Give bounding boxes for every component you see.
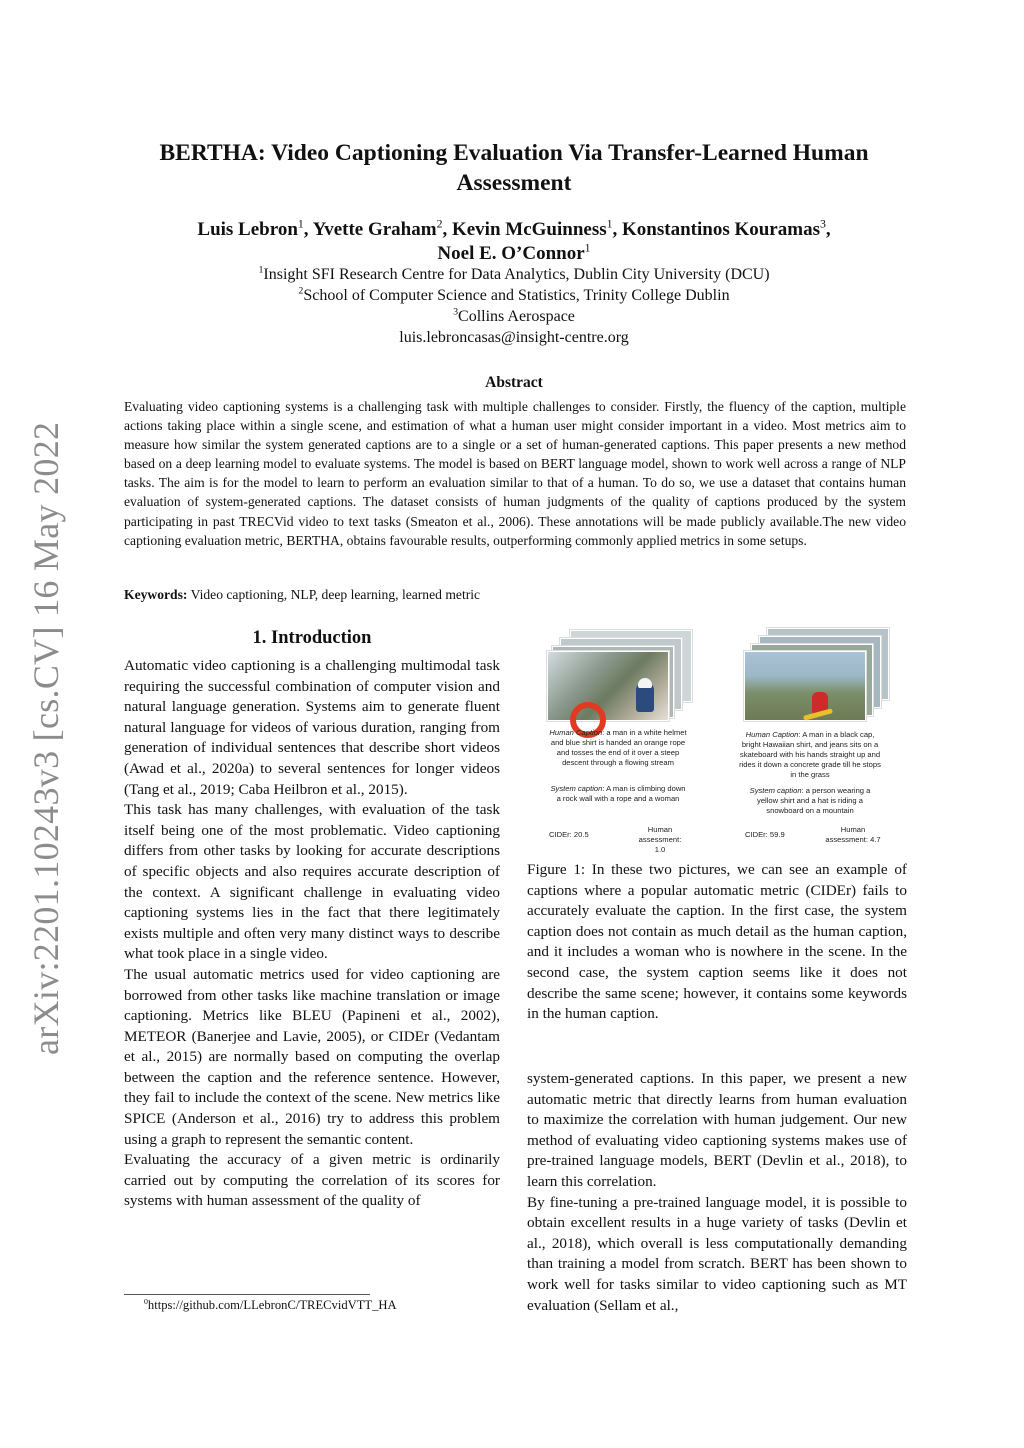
helmet-shape xyxy=(638,678,652,688)
figure-1 xyxy=(527,626,907,854)
author-list: Luis Lebron$^1$, Yvette Graham$^2$, Kevin McGuinness$^1$, Konstantinos Kouramas$^3$, Noel E. O’Connor$^1$ xyxy=(197,217,831,264)
intro-paragraph-1: Automatic video captioning is a challenging multimodal task requiring the successful combination of computer vision and natural language generation. Systems aim to generate fluent natural language for videos of various duration, ranging from generation of individual sentences that describe short videos (Awad et al., 2020a) to several sentences for longer videos (Tang et al., 2019; Caba Heilbron et al., 2015). xyxy=(124,657,500,798)
section-heading-introduction: 1. Introduction xyxy=(252,628,372,648)
figure-1-caption: Figure 1: In these two pictures, we can see an example of captions where a popular automatic metric (CIDEr) fails to accurately evaluate the caption. In the first case, the system caption does not contain as much detail as the human caption, and it includes a woman who is nowhere in the scene. In the second case, the system caption seems like it does not describe the same scene; however, it contains some keywords in the human caption. xyxy=(527,861,907,1023)
human-caption-text: : a man in a white helmet and blue shirt is handed an orange rope and tosses the end of it over a steep descent through a flowing stream xyxy=(550,728,687,767)
footnote-rule xyxy=(124,1294,370,1295)
affil-text: Collins Aerospace xyxy=(458,308,575,325)
intro-paragraph-4: Evaluating the accuracy of a given metric is ordinarily carried out by computing the correlation of its scores for systems with human assessment of the quality of xyxy=(124,1151,500,1210)
intro-paragraph-2: This task has many challenges, with evaluation of the task itself being one of the most problematic. Video captioning differs from other tasks by looking for accurate descriptions of specific objects and also requires accurate description of the context. A significant challenge in evaluating video captioning systems lies in the fact that there legitimately exists multiple and often very many distinct ways to describe what took place in a single video. xyxy=(124,801,500,963)
system-caption-a xyxy=(548,784,688,804)
affiliation-1 xyxy=(120,265,908,285)
affiliation-2 xyxy=(120,286,908,306)
human-caption-text: : A man in a black cap, bright Hawaiian shirt, and jeans sits on a skateboard with his hands straight up and rides it down a concrete grade till he stops in the grass xyxy=(739,730,881,779)
keywords xyxy=(124,585,906,604)
keywords-text: Video captioning, NLP, deep learning, learned metric xyxy=(190,587,481,602)
footnote-link[interactable]: https://github.com/LLebronC/TRECvidVTT_HA xyxy=(147,1298,397,1312)
human-caption-b xyxy=(739,730,881,780)
right-paragraph-2: By fine-tuning a pre-trained language model, it is possible to obtain excellent results in a huge variety of tasks (Devlin et al., 2018), which overall is less computationally demanding than training a model from scratch. BERT has been shown to work well for tasks similar to video captioning such as MT evaluation (Sellam et al., xyxy=(527,1193,907,1314)
author-email: luis.lebroncasas@insight-centre.org xyxy=(399,329,629,346)
human-caption-label: Human Caption xyxy=(549,728,603,737)
affil-mark: 3 xyxy=(453,306,459,318)
right-column xyxy=(527,1069,907,1316)
author-affil-mark: 1 xyxy=(584,241,591,255)
system-caption-text: : A man is climbing down a rock wall with a rope and a woman xyxy=(556,784,686,803)
human-assessment-a: Human assessment: 1.0 xyxy=(638,825,682,854)
author-name: Noel E. O’Connor xyxy=(437,243,585,264)
cider-score-b: CIDEr: 59.9 xyxy=(745,830,785,839)
video-frame-skateboard-image xyxy=(744,651,866,721)
system-caption-label: System caption xyxy=(749,786,802,795)
intro-paragraph-3: The usual automatic metrics used for video captioning are borrowed from other tasks like machine translation or image captioning. Metrics like BLEU (Papineni et al., 2002), METEOR (Banerjee and Lavie, 2005), or CIDEr (Vedantam et al., 2015) are normally based on computing the overlap between the caption and the reference sentence. However, they fail to include the context of the scene. New metrics like SPICE (Anderson et al., 2016) try to address this problem using a graph to represent the semantic content. xyxy=(124,965,500,1148)
author-name: Konstantinos Kouramas xyxy=(622,219,820,240)
affiliation-3 xyxy=(120,307,908,327)
keywords-label: Keywords: xyxy=(124,587,188,602)
footnote-mark: 0 xyxy=(144,1296,148,1306)
left-column xyxy=(124,656,500,1212)
right-paragraph-1: system-generated captions. In this paper, we present a new automatic metric that directly learns from human evaluation to maximize the correlation with human judgement. Our new method of evaluating video captioning systems makes use of pre-trained language models, BERT (Devlin et al., 2018), to learn this correlation. xyxy=(527,1070,907,1190)
human-caption-label: Human Caption xyxy=(745,730,799,739)
video-frame-climbing-image xyxy=(547,651,669,721)
author-affil-mark: 1 xyxy=(606,217,613,231)
author-affil-mark: 3 xyxy=(819,217,826,231)
abstract-body: Evaluating video captioning systems is a challenging task with multiple challenges to consider. Firstly, the fluency of the caption, multiple actions taking place within a single scene, and estimation of what a human user might consider important in a video. Most metrics aim to measure how similar the system generated captions are to a single or a set of human-generated captions. This paper presents a new method based on a deep learning model to evaluate systems. The model is based on BERT language model, shown to work well across a range of NLP tasks. The aim is for the model to learn to perform an evaluation similar to that of a human. To do so, we use a dataset that contains human evaluation of system-generated captions. The dataset consists of human judgments of the quality of captions produced by the system participating in past TRECVid video to text tasks (Smeaton et al., 2006). These annotations will be made publicly available.The new video captioning evaluation metric, BERTHA, obtains favourable results, outperforming commonly applied metrics in some setups. xyxy=(124,399,906,548)
paper-title: BERTHA: Video Captioning Evaluation Via Transfer-Learned Human Assessment xyxy=(159,140,869,196)
author-affil-mark: 2 xyxy=(436,217,443,231)
affil-mark: 1 xyxy=(258,264,264,276)
system-caption-text: : a person wearing a yellow shirt and a hat is riding a snowboard on a mountain xyxy=(757,786,871,815)
arxiv-stamp: arXiv:2201.10243v3 [cs.CV] 16 May 2022 xyxy=(26,421,66,1055)
affil-text: School of Computer Science and Statistics, Trinity College Dublin xyxy=(303,287,730,304)
affil-text: Insight SFI Research Centre for Data Analytics, Dublin City University (DCU) xyxy=(263,266,770,283)
author-name: Yvette Graham xyxy=(312,219,437,240)
human-caption-a xyxy=(548,728,688,768)
footnote xyxy=(144,1297,397,1313)
system-caption-b xyxy=(739,786,881,816)
author-affil-mark: 1 xyxy=(297,217,304,231)
human-assessment-b: Human assessment: 4.7 xyxy=(825,825,881,844)
abstract-heading: Abstract xyxy=(485,374,543,391)
cider-score-a: CIDEr: 20.5 xyxy=(549,830,589,839)
affil-mark: 2 xyxy=(298,285,304,297)
system-caption-label: System caption xyxy=(550,784,603,793)
author-name: Luis Lebron xyxy=(197,219,298,240)
author-name: Kevin McGuinness xyxy=(451,219,607,240)
